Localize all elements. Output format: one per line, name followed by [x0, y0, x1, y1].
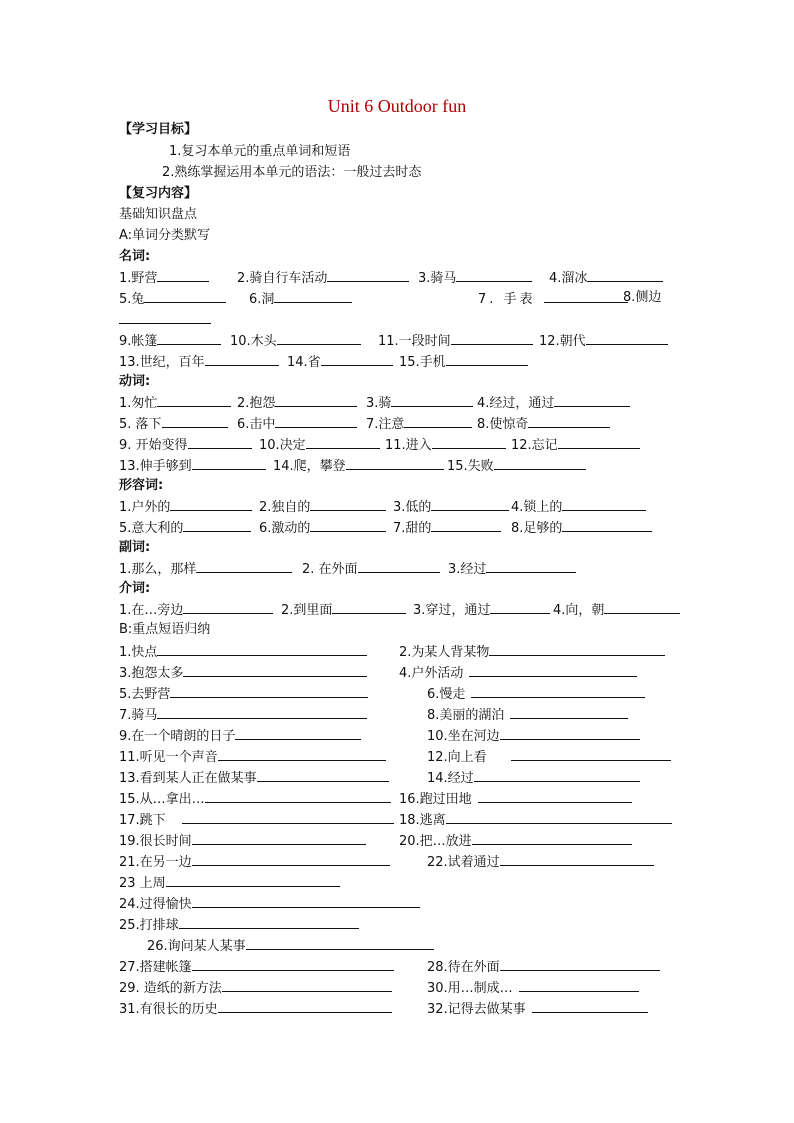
blank-item[interactable]: 11.进入	[385, 435, 506, 455]
blank-item[interactable]: 5. 落下	[119, 414, 228, 434]
phrase-row-5	[0, 726, 794, 744]
nouns-header: 名词:	[119, 249, 151, 264]
blank-item[interactable]: 27.搭建帐篷	[119, 957, 394, 977]
phrase-row-13	[0, 894, 794, 912]
phrase-row-8	[0, 789, 794, 807]
blank-item[interactable]: 15.手机	[399, 352, 528, 372]
blank-item[interactable]: 14.省	[287, 352, 393, 372]
review-header: 【复习内容】	[119, 186, 198, 201]
blank-item[interactable]: 1.快点	[119, 642, 367, 662]
phrase-row-2	[0, 663, 794, 681]
blank-item[interactable]: 2.骑自行车活动	[237, 268, 409, 288]
phrase-row-18	[0, 999, 794, 1017]
blank-item[interactable]: 15.失败	[447, 456, 586, 476]
phrase-row-16	[0, 957, 794, 975]
blank-item[interactable]: 17.跳下	[119, 810, 394, 830]
part-a-label: A:单词分类默写	[119, 228, 211, 243]
blank-item[interactable]: 4.溜冰	[549, 268, 663, 288]
blank-item[interactable]: 7. 手表	[478, 289, 628, 309]
nouns-row-1	[0, 268, 794, 286]
verbs-row-3	[0, 435, 794, 453]
blank-item[interactable]: 7.甜的	[393, 518, 501, 538]
phrase-row-12	[0, 873, 794, 891]
blank-item[interactable]: 19.很长时间	[119, 831, 366, 851]
goals-header: 【学习目标】	[119, 122, 198, 137]
prep-row-1	[0, 600, 794, 618]
verbs-header: 动词:	[119, 374, 151, 389]
blank-item[interactable]: 7.骑马	[119, 705, 367, 725]
adv-header: 副词:	[119, 540, 151, 555]
page-title: Unit 6 Outdoor fun	[327, 96, 467, 116]
blank-item[interactable]: 9. 开始变得	[119, 435, 252, 455]
phrase-row-11	[0, 852, 794, 870]
blank-item[interactable]: 6.激动的	[259, 518, 386, 538]
phrase-row-7	[0, 768, 794, 786]
blank-item[interactable]: 14.经过	[427, 768, 640, 788]
blank-item[interactable]: 1.那么，那样	[119, 559, 292, 579]
blank-item[interactable]: 12.朝代	[539, 331, 668, 351]
blank-item[interactable]: 5.兔	[119, 289, 226, 309]
phrase-row-14	[0, 915, 794, 933]
blank-item[interactable]: 6.击中	[237, 414, 357, 434]
part-b-label: B:重点短语归纳	[119, 622, 211, 637]
adv-row-1	[0, 559, 794, 577]
blank-item[interactable]: 2.为某人背某物	[399, 642, 665, 662]
nouns-row-2	[0, 289, 794, 307]
nouns-row-2-cont	[0, 310, 794, 328]
blank-item[interactable]: 5.意大利的	[119, 518, 251, 538]
blank-item[interactable]: 16.跑过田地	[399, 789, 632, 809]
blank-item[interactable]: 28.待在外面	[427, 957, 660, 977]
phrase-row-1	[0, 642, 794, 660]
adj-header: 形容词:	[119, 478, 164, 493]
blank-item[interactable]: 4.向，朝	[553, 600, 680, 620]
blank-item[interactable]: 13.伸手够到	[119, 456, 266, 476]
blank-item[interactable]: 30.用…制成…	[427, 978, 639, 998]
phrase-row-15	[0, 936, 794, 954]
blank-item[interactable]: 26.询问某人某事	[147, 936, 434, 956]
phrase-row-9	[0, 810, 794, 828]
blank-item[interactable]: 2.抱怨	[237, 393, 357, 413]
blank-item[interactable]: 3.抱怨太多	[119, 663, 367, 683]
blank-item[interactable]: 22.试着通过	[427, 852, 654, 872]
blank-item[interactable]: 31.有很长的历史	[119, 999, 392, 1019]
blank-item[interactable]: 1.匆忙	[119, 393, 231, 413]
blank-item[interactable]: 12.忘记	[511, 435, 640, 455]
goal-2: 2.熟练掌握运用本单元的语法：一般过去时态	[162, 165, 422, 180]
basic-header: 基础知识盘点	[119, 207, 198, 222]
blank-item[interactable]: 10.木头	[230, 331, 361, 351]
blank-item[interactable]: 14.爬，攀登	[273, 456, 444, 476]
blank-item[interactable]: 8.美丽的湖泊	[427, 705, 628, 725]
blank-item[interactable]: 9.帐篷	[119, 331, 221, 351]
blank-item[interactable]: 12.向上看	[427, 747, 671, 767]
blank-item[interactable]: 11.听见一个声音	[119, 747, 386, 767]
blank-item[interactable]: 11.一段时间	[378, 331, 533, 351]
blank-item[interactable]: 2.独自的	[259, 497, 386, 517]
blank-item[interactable]: 4.锁上的	[511, 497, 646, 517]
blank-item[interactable]: 20.把…放进	[399, 831, 632, 851]
blank-item[interactable]: 6.洞	[249, 289, 352, 309]
blank-item[interactable]: 3.骑马	[418, 268, 532, 288]
verbs-row-4	[0, 456, 794, 474]
blank-item[interactable]: 6.慢走	[427, 684, 645, 704]
blank-item[interactable]: 8.侧边	[623, 290, 662, 305]
blank-item[interactable]: 1.户外的	[119, 497, 252, 517]
blank-item[interactable]: 5.去野营	[119, 684, 368, 704]
blank-item[interactable]: 8.足够的	[511, 518, 652, 538]
adj-row-2	[0, 518, 794, 536]
blank-item[interactable]: 3.经过	[448, 559, 576, 579]
phrase-row-4	[0, 705, 794, 723]
blank-item[interactable]: 13.看到某人正在做某事	[119, 768, 389, 788]
blank-item[interactable]: 24.过得愉快	[119, 894, 420, 914]
blank-item[interactable]: 7.注意	[366, 414, 472, 434]
blank-item[interactable]: 13.世纪，百年	[119, 352, 279, 372]
blank-item[interactable]: 4.经过，通过	[477, 393, 630, 413]
blank-item[interactable]: 10.决定	[259, 435, 380, 455]
blank-item[interactable]: 15.从…拿出…	[119, 789, 391, 809]
blank-item[interactable]: 2.到里面	[281, 600, 406, 620]
blank-item[interactable]: 9.在一个晴朗的日子	[119, 726, 361, 746]
nouns-row-4	[0, 352, 794, 370]
phrase-row-6	[0, 747, 794, 765]
blank-item[interactable]: 3.骑	[366, 393, 473, 413]
verbs-row-2	[0, 414, 794, 432]
blank-item[interactable]: 10.坐在河边	[427, 726, 640, 746]
blank-item[interactable]: 29. 造纸的新方法	[119, 978, 392, 998]
blank-item[interactable]: 8.使惊奇	[477, 414, 610, 434]
goal-1: 1.复习本单元的重点单词和短语	[169, 144, 351, 159]
blank-item[interactable]: 32.记得去做某事	[427, 999, 648, 1019]
adj-row-1	[0, 497, 794, 515]
blank-item[interactable]: 1.野营	[119, 268, 209, 288]
phrase-row-3	[0, 684, 794, 702]
phrase-row-10	[0, 831, 794, 849]
prep-header: 介词:	[119, 581, 151, 596]
blank-item[interactable]: 2. 在外面	[302, 559, 440, 579]
phrase-row-17	[0, 978, 794, 996]
blank-item[interactable]: 23 上周	[119, 873, 340, 893]
blank-item[interactable]: 3.低的	[393, 497, 509, 517]
blank-item[interactable]: 21.在另一边	[119, 852, 390, 872]
nouns-row-3	[0, 331, 794, 349]
blank-item[interactable]: 3.穿过，通过	[413, 600, 550, 620]
blank-item[interactable]: 25.打排球	[119, 915, 359, 935]
blank-item[interactable]: 18.逃离	[399, 810, 672, 830]
verbs-row-1	[0, 393, 794, 411]
blank-item[interactable]: 4.户外活动	[399, 663, 637, 683]
blank-item[interactable]: 1.在…旁边	[119, 600, 273, 620]
